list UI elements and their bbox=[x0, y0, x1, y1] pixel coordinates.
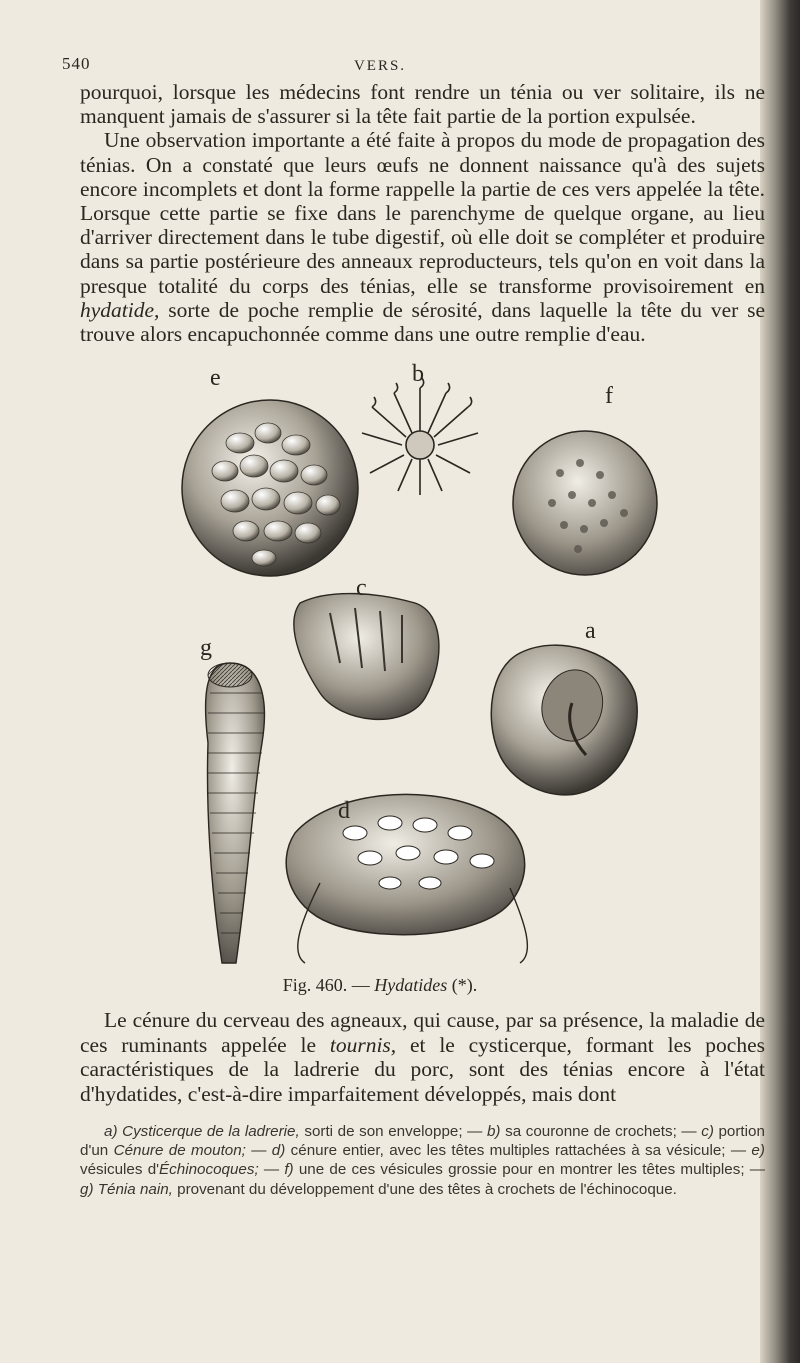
footnote-paragraph bbox=[80, 1122, 765, 1199]
figure-footnote bbox=[80, 1122, 765, 1199]
footnote-a-label: a) bbox=[104, 1123, 118, 1140]
footnote-b-text: sa couronne de crochets; — bbox=[505, 1123, 697, 1140]
paragraph-1-line-1: pourquoi, lorsque les médecins font rendre un ténia ou ver solitaire, ils bbox=[80, 80, 735, 104]
footnote-f-text: une de ces vésicules grossie pour en montrer les têtes multiples; — bbox=[298, 1161, 765, 1179]
footnote-d-text: cénure entier, avec les têtes multiples rattachées à sa vésicule; — bbox=[290, 1142, 747, 1160]
footnote-d-label: — d) bbox=[251, 1142, 286, 1160]
caption-prefix: Fig. 460. — bbox=[282, 975, 370, 995]
caption-suffix: (*). bbox=[451, 975, 478, 995]
book-spine-shadow bbox=[760, 0, 800, 1363]
footnote-e-term: Échinocoques; bbox=[159, 1161, 259, 1179]
figure-label-e: e bbox=[210, 365, 221, 391]
footnote-c-label: c) bbox=[701, 1123, 714, 1140]
figure-label-f: f bbox=[605, 383, 613, 409]
hydatid-illustration bbox=[180, 363, 660, 968]
paragraph-1 bbox=[80, 80, 765, 128]
page-number: 540 bbox=[62, 54, 91, 73]
paragraph-3-end: et le cysticerque, formant les poches caractéristiques de la ladrerie du porc, sont des ténias encore à l'état d'hydatides, c'est-à-dire imparfaitement développés, mais dont bbox=[80, 1032, 765, 1106]
running-title: VERS. bbox=[353, 58, 407, 74]
footnote-e-text: vésicules d' bbox=[80, 1161, 160, 1179]
body-text-top bbox=[80, 80, 765, 346]
hydatid-figure bbox=[180, 363, 660, 968]
figure-label-g: g bbox=[200, 635, 212, 661]
drawing-e-echinococcus-vesicles bbox=[182, 400, 358, 576]
figure-caption bbox=[0, 975, 760, 996]
body-text-bottom bbox=[80, 1008, 765, 1106]
drawing-f-enlarged-vesicle bbox=[513, 431, 657, 575]
footnote-g-label: g) bbox=[80, 1180, 94, 1198]
drawing-b-hook-crown bbox=[362, 378, 478, 495]
paragraph-2-text: Une observation importante a été faite à propos du mode de propagation des ténias. On a constaté que leurs œufs ne donnent naissance qu'à des sujets encore incomplets et dont la forme rappelle la partie de ces vers appelée la tête. Lorsque cette partie se fixe dans le parenchyme de quelque organe, au lieu d'arriver directement dans le tube digestif, où elle doit se compléter et produire dans sa partie postérieure des anneaux reproducteurs, tels qu'on en voit dans la presque totalité du corps des ténias, elle se transforme provisoirement en bbox=[80, 128, 765, 298]
paragraph-3 bbox=[80, 1008, 765, 1106]
footnote-a-term: Cysticerque de la ladrerie, bbox=[122, 1123, 300, 1140]
drawing-d-whole-cenure bbox=[286, 794, 527, 963]
term-hydatide: hydatide, bbox=[80, 297, 160, 322]
caption-title: Hydatides bbox=[374, 975, 448, 995]
drawing-a-ladrerie-cysticercus bbox=[491, 645, 637, 795]
paragraph-1-line-2: ne manquent jamais de s'assurer si la tête fait partie de la portion expulsée. bbox=[80, 80, 765, 129]
term-tournis: tournis, bbox=[329, 1032, 397, 1057]
figure-label-a: a bbox=[585, 618, 596, 644]
footnote-c-term: Cénure de mouton; bbox=[113, 1142, 246, 1160]
drawing-g-dwarf-tapeworm bbox=[206, 663, 265, 963]
footnote-c-text: portion d'un bbox=[80, 1123, 765, 1160]
figure-label-c: c bbox=[356, 575, 367, 601]
footnote-a-text: sorti de son enveloppe; — bbox=[304, 1123, 483, 1140]
footnote-g-term: Ténia nain, bbox=[97, 1180, 173, 1198]
paragraph-2-end: sorte de poche remplie de sérosité, dans laquelle la tête du ver se trouve alors encapuchonnée comme dans une outre remplie d'eau. bbox=[80, 297, 765, 347]
footnote-g-text: provenant du développement d'une des têtes à crochets de l'échinocoque. bbox=[177, 1180, 677, 1198]
footnote-f-label: — f) bbox=[263, 1161, 294, 1179]
paragraph-3-start: Le cénure du cerveau des agneaux, qui cause, par sa présence, la maladie de ces ruminants appelée le bbox=[80, 1008, 765, 1057]
figure-label-d: d bbox=[338, 798, 350, 824]
paragraph-2 bbox=[80, 128, 765, 346]
page-header bbox=[0, 48, 760, 78]
figure-label-b: b bbox=[412, 363, 424, 387]
footnote-b-label: b) bbox=[486, 1123, 501, 1140]
footnote-e-label: e) bbox=[751, 1142, 765, 1160]
drawing-c-cenure-portion bbox=[294, 594, 439, 720]
